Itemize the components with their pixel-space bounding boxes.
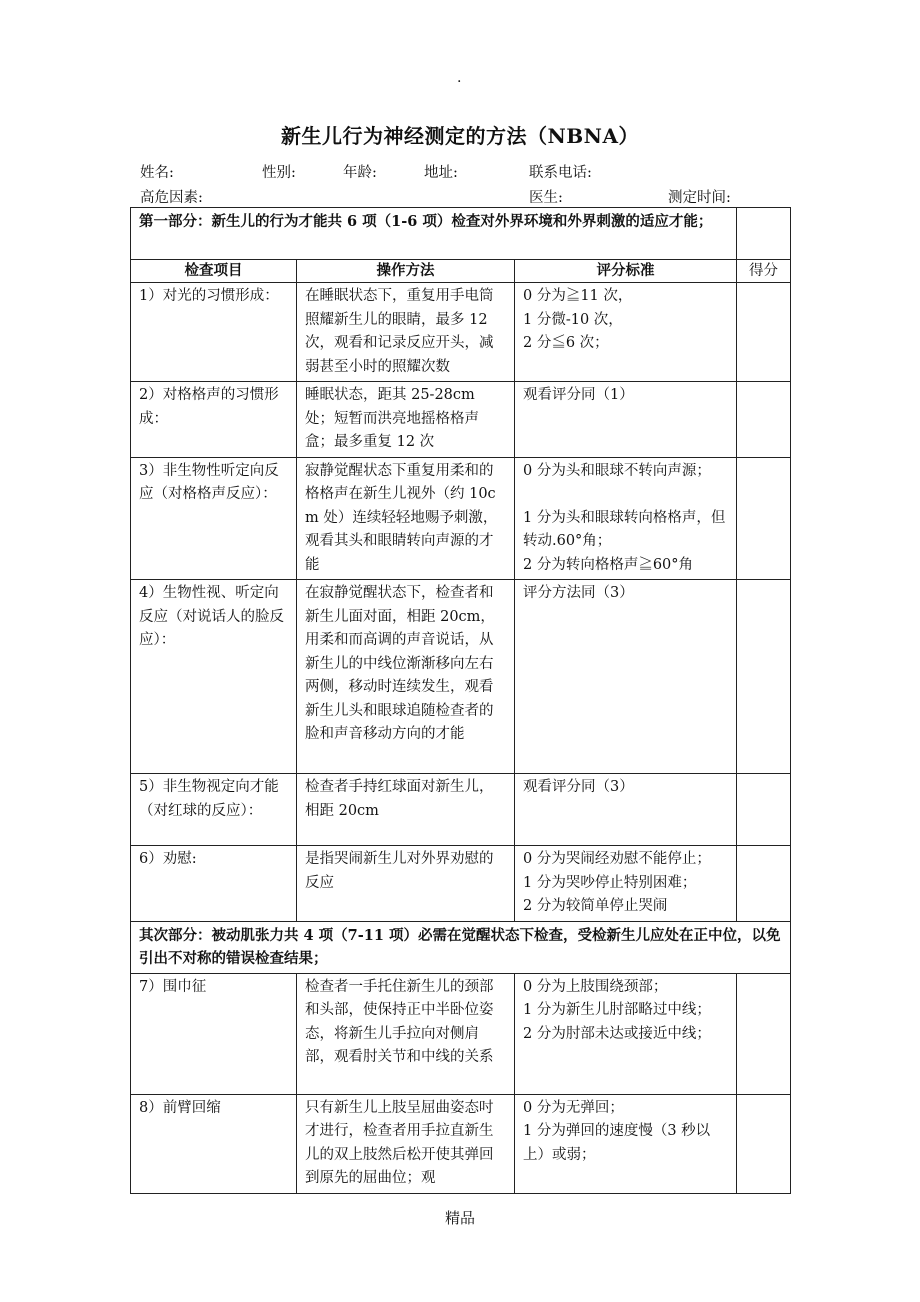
method-cell: 检查者手持红球面对新生儿，相距 20cm (297, 774, 515, 846)
score-cell (737, 283, 791, 382)
score-cell (737, 1094, 791, 1193)
criteria-cell (515, 774, 737, 846)
criteria-line: 2 分为较简单停止哭闹 (523, 898, 668, 914)
criteria-gap (523, 483, 728, 507)
criteria-line: 0 分为≧11 次， (523, 288, 633, 304)
criteria-line: 1 分为弹回的速度慢（3 秒以上）或弱； (523, 1123, 711, 1163)
criteria-line: 2 分为转向格格声≧60°角 (523, 556, 694, 573)
table-row (131, 774, 791, 846)
criteria-line: 1 分微-10 次， (523, 311, 623, 328)
method-cell: 是指哭闹新生儿对外界劝慰的反应 (297, 846, 515, 922)
item-cell: 4）生物性视、听定向反应（对说话人的脸反应）： (131, 580, 297, 774)
criteria-line: 观看评分同（3） (523, 779, 634, 795)
criteria-line: 2 分为肘部未达或接近中线； (523, 1025, 711, 1042)
item-cell: 3）非生物性听定向反应（对格格声反应）： (131, 457, 297, 580)
item-cell: 8）前臂回缩 (131, 1094, 297, 1193)
column-header-method: 操作方法 (297, 260, 515, 283)
score-cell (737, 580, 791, 774)
criteria-line: 0 分为哭闹经劝慰不能停止； (523, 851, 711, 867)
table-row (131, 283, 791, 382)
test-time-label: 测定时间: (668, 190, 731, 206)
column-header-criteria: 评分标准 (515, 260, 737, 283)
criteria-cell (515, 973, 737, 1094)
name-label: 姓名: (140, 165, 174, 181)
header-mark: . (457, 70, 462, 86)
method-cell: 寂静觉醒状态下重复用柔和的格格声在新生儿视外（约 10cm 处）连续轻轻地赐予刺激，观看其头和眼睛转向声源的才能 (297, 457, 515, 580)
section-part1-blank (737, 208, 791, 260)
column-header-item: 检查项目 (131, 260, 297, 283)
item-cell: 5）非生物视定向才能（对红球的反应）： (131, 774, 297, 846)
criteria-cell (515, 457, 737, 580)
score-cell (737, 457, 791, 580)
criteria-cell (515, 382, 737, 458)
criteria-line: 0 分为上肢围绕颈部； (523, 978, 668, 995)
criteria-line: 2 分≦6 次； (523, 335, 609, 351)
age-label: 年龄: (343, 165, 377, 181)
section-part1-text: 第一部分：新生儿的行为才能共 6 项（1-6 项）检查对外界环境和外界刺激的适应才能； (131, 208, 737, 260)
criteria-line: 1 分为头和眼球转向格格声，但转动.60°角； (523, 509, 726, 549)
risk-factors-label: 高危因素: (140, 190, 203, 206)
nbna-table (130, 207, 791, 1194)
criteria-line: 1 分为新生儿肘部略过中线； (523, 1002, 711, 1018)
doctor-label: 医生: (529, 190, 563, 206)
table-row (131, 382, 791, 458)
criteria-cell (515, 1094, 737, 1193)
footer-text: 精品 (444, 1209, 475, 1227)
score-cell (737, 846, 791, 922)
table-row (131, 457, 791, 580)
table-row (131, 580, 791, 774)
score-cell (737, 774, 791, 846)
item-cell: 1）对光的习惯形成： (131, 283, 297, 382)
method-cell: 只有新生儿上肢呈屈曲姿态吋才进行，检查者用手拉直新生儿的双上肢然后松开使其弹回到原先的屈曲位；观 (297, 1094, 515, 1193)
criteria-line: 0 分为头和眼球不转向声源； (523, 462, 711, 479)
table-row (131, 1094, 791, 1193)
method-cell: 在寂静觉醒状态下，检查者和新生儿面对面，相距 20cm，用柔和而高调的声音说话，从新生儿的中线位渐渐移向左右两侧，移动时连续发生，观看新生儿头和眼球追随检查者的脸和声音移动方向的才能 (297, 580, 515, 774)
sex-label: 性别: (262, 165, 296, 181)
item-cell: 6）劝慰: (131, 846, 297, 922)
item-cell: 7）围巾征 (131, 973, 297, 1094)
score-cell (737, 973, 791, 1094)
criteria-line: 0 分为无弹回； (523, 1099, 624, 1116)
section-row-part2 (131, 921, 791, 973)
criteria-line: 评分方法同（3） (523, 585, 634, 601)
phone-label: 联系电话: (529, 165, 592, 181)
section-part2-text: 其次部分：被动肌张力共 4 项（7-11 项）必需在觉醒状态下检查，受检新生儿应处在正中位，以免引出不对称的错误检查结果； (131, 921, 791, 973)
table-row (131, 846, 791, 922)
method-cell: 在睡眠状态下，重复用手电筒照耀新生儿的眼睛，最多 12 次，观看和记录反应开头，减弱甚至小时的照耀次数 (297, 283, 515, 382)
table-header-row (131, 260, 791, 283)
criteria-line: 1 分为哭吵停止特别困难； (523, 874, 697, 891)
criteria-cell (515, 846, 737, 922)
item-cell: 2）对格格声的习惯形成： (131, 382, 297, 458)
address-label: 地址: (424, 165, 458, 181)
criteria-cell (515, 283, 737, 382)
table-row (131, 973, 791, 1094)
section-row-part1 (131, 208, 791, 260)
document-title: 新生儿行为神经测定的方法（NBNA） (281, 124, 639, 148)
method-cell: 检查者一手托住新生儿的颈部和头部，使保持正中半卧位姿态，将新生儿手拉向对侧肩部，观看肘关节和中线的关系 (297, 973, 515, 1094)
method-cell: 睡眠状态，距其 25-28cm 处；短暂而洪亮地摇格格声盒；最多重复 12 次 (297, 382, 515, 458)
column-header-score: 得分 (737, 260, 791, 283)
score-cell (737, 382, 791, 458)
criteria-line: 观看评分同（1） (523, 387, 634, 403)
criteria-cell (515, 580, 737, 774)
